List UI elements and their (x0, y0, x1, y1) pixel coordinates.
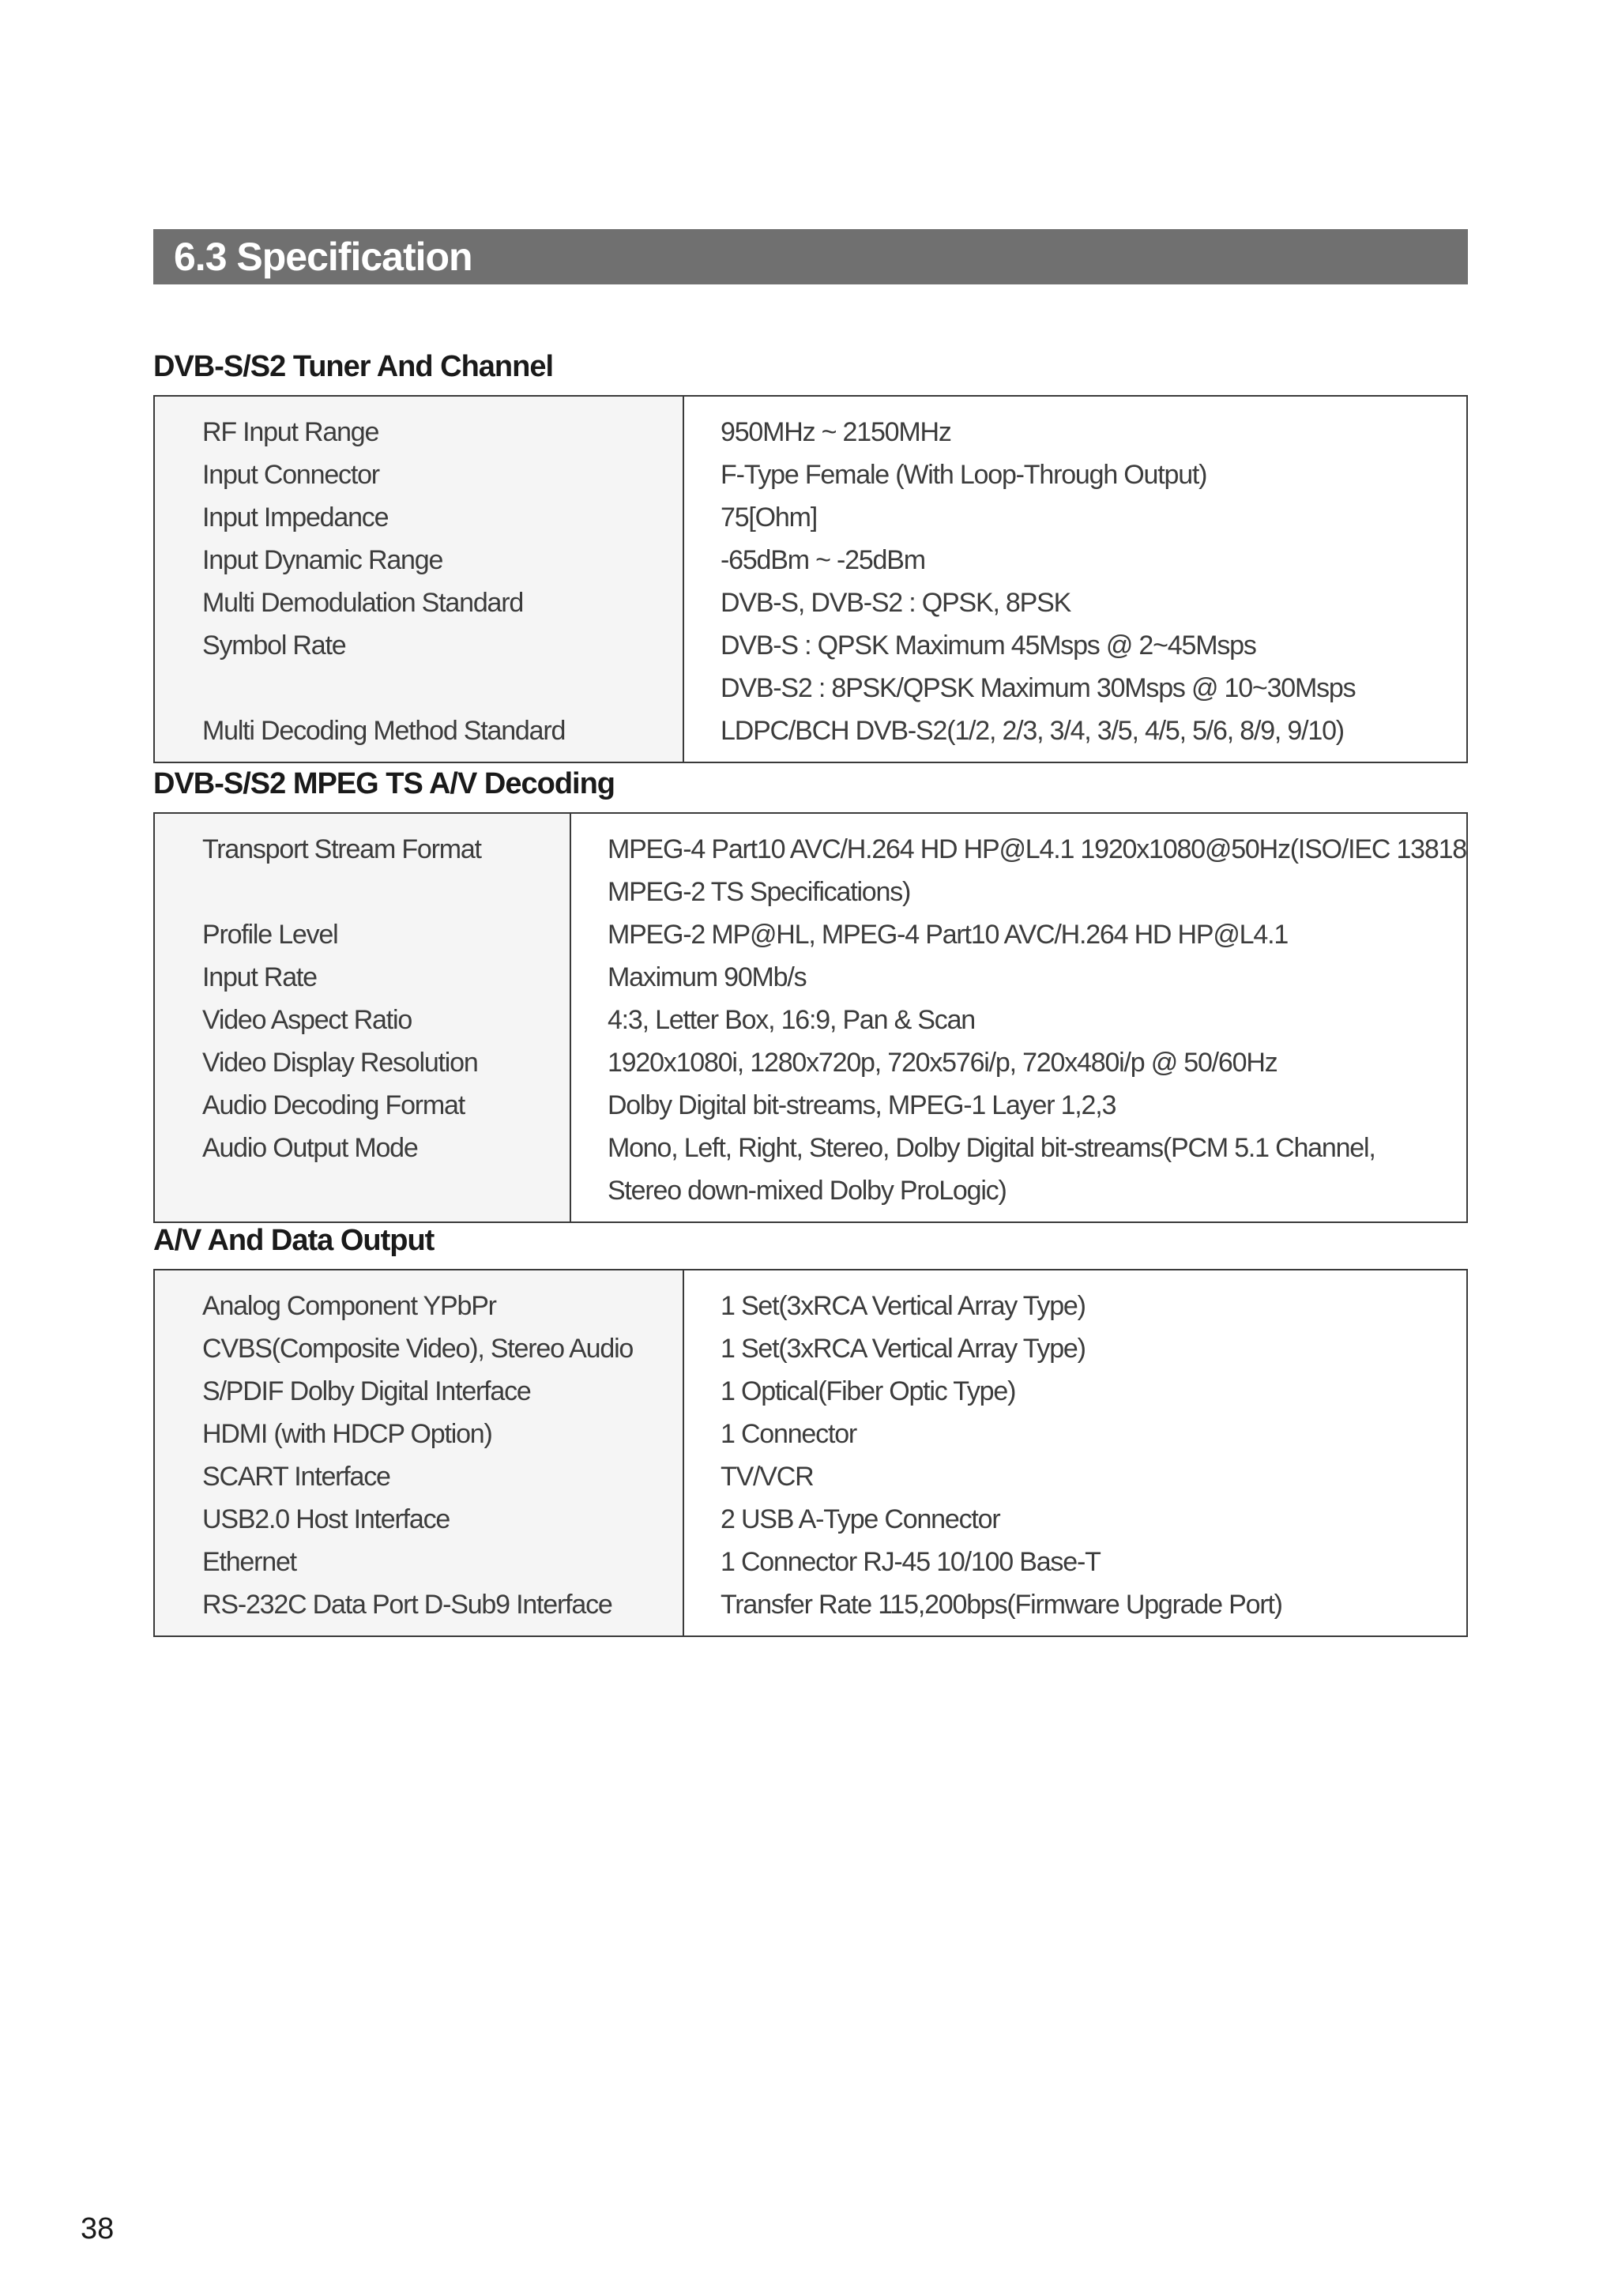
spec-label: USB2.0 Host Interface (202, 1504, 450, 1534)
section-heading-tuner: DVB-S/S2 Tuner And Channel (153, 350, 554, 383)
spec-labels-column (155, 1270, 684, 1635)
spec-value: 2 USB A-Type Connector (721, 1504, 1000, 1534)
section-title-bar (153, 229, 1468, 284)
spec-value: 75[Ohm] (721, 502, 817, 533)
spec-table-output (153, 1269, 1468, 1637)
spec-label: Video Aspect Ratio (202, 1005, 412, 1035)
spec-value: 4:3, Letter Box, 16:9, Pan & Scan (607, 1005, 976, 1035)
spec-value: F-Type Female (With Loop-Through Output) (721, 460, 1207, 490)
spec-values-column (571, 814, 1466, 1221)
spec-label: Symbol Rate (202, 630, 346, 661)
section-heading-output: A/V And Data Output (153, 1224, 435, 1257)
spec-label: RS-232C Data Port D-Sub9 Interface (202, 1590, 612, 1620)
spec-value: LDPC/BCH DVB-S2(1/2, 2/3, 3/4, 3/5, 4/5, 5/6, 8/9, 9/10) (721, 716, 1344, 746)
spec-values-column (684, 397, 1466, 762)
spec-value: DVB-S2 : 8PSK/QPSK Maximum 30Msps @ 10~30Msps (721, 673, 1356, 703)
spec-label: RF Input Range (202, 417, 379, 447)
spec-label: Audio Decoding Format (202, 1090, 465, 1120)
spec-value: 950MHz ~ 2150MHz (721, 417, 951, 447)
section-heading-decoding: DVB-S/S2 MPEG TS A/V Decoding (153, 767, 615, 800)
spec-value: TV/VCR (721, 1462, 814, 1492)
spec-label: S/PDIF Dolby Digital Interface (202, 1376, 531, 1406)
spec-value: 1 Set(3xRCA Vertical Array Type) (721, 1334, 1086, 1364)
spec-value: Dolby Digital bit-streams, MPEG-1 Layer 1,2,3 (607, 1090, 1116, 1120)
spec-value: Stereo down-mixed Dolby ProLogic) (607, 1176, 1007, 1206)
spec-value: 1 Set(3xRCA Vertical Array Type) (721, 1291, 1086, 1321)
spec-label: Profile Level (202, 920, 338, 950)
spec-label: Analog Component YPbPr (202, 1291, 496, 1321)
spec-value: MPEG-4 Part10 AVC/H.264 HD HP@L4.1 1920x1080@50Hz(ISO/IEC 13818 (607, 834, 1466, 864)
spec-label: Multi Decoding Method Standard (202, 716, 566, 746)
spec-value: -65dBm ~ -25dBm (721, 545, 925, 575)
spec-value: Transfer Rate 115,200bps(Firmware Upgrade Port) (721, 1590, 1282, 1620)
spec-value: 1 Connector RJ-45 10/100 Base-T (721, 1547, 1101, 1577)
spec-table-tuner (153, 395, 1468, 763)
spec-label (202, 871, 570, 913)
spec-labels-column (155, 397, 684, 762)
spec-label: HDMI (with HDCP Option) (202, 1419, 492, 1449)
spec-label: Input Connector (202, 460, 379, 490)
spec-label: Video Display Resolution (202, 1048, 478, 1078)
spec-value: 1920x1080i, 1280x720p, 720x576i/p, 720x480i/p @ 50/60Hz (607, 1048, 1277, 1078)
spec-value: DVB-S, DVB-S2 : QPSK, 8PSK (721, 588, 1071, 618)
spec-label: Transport Stream Format (202, 834, 481, 864)
spec-value: Mono, Left, Right, Stereo, Dolby Digital bit-streams(PCM 5.1 Channel, (607, 1133, 1375, 1163)
spec-label: Multi Demodulation Standard (202, 588, 524, 618)
page-number: 38 (81, 2212, 115, 2245)
spec-labels-column (155, 814, 571, 1221)
spec-value: 1 Optical(Fiber Optic Type) (721, 1376, 1016, 1406)
spec-value: 1 Connector (721, 1419, 857, 1449)
spec-value: Maximum 90Mb/s (607, 962, 807, 992)
spec-values-column (684, 1270, 1466, 1635)
spec-table-decoding (153, 812, 1468, 1223)
spec-value: MPEG-2 MP@HL, MPEG-4 Part10 AVC/H.264 HD HP@L4.1 (607, 920, 1289, 950)
spec-label (202, 1169, 570, 1212)
page-title: 6.3 Specification (174, 235, 472, 279)
spec-label: Ethernet (202, 1547, 296, 1577)
spec-label: CVBS(Composite Video), Stereo Audio (202, 1334, 634, 1364)
spec-value: DVB-S : QPSK Maximum 45Msps @ 2~45Msps (721, 630, 1256, 661)
spec-label (202, 667, 683, 710)
spec-value: MPEG-2 TS Specifications) (607, 877, 911, 907)
spec-label: Input Rate (202, 962, 317, 992)
spec-label: Audio Output Mode (202, 1133, 418, 1163)
spec-label: SCART Interface (202, 1462, 390, 1492)
spec-label: Input Dynamic Range (202, 545, 443, 575)
spec-label: Input Impedance (202, 502, 389, 533)
